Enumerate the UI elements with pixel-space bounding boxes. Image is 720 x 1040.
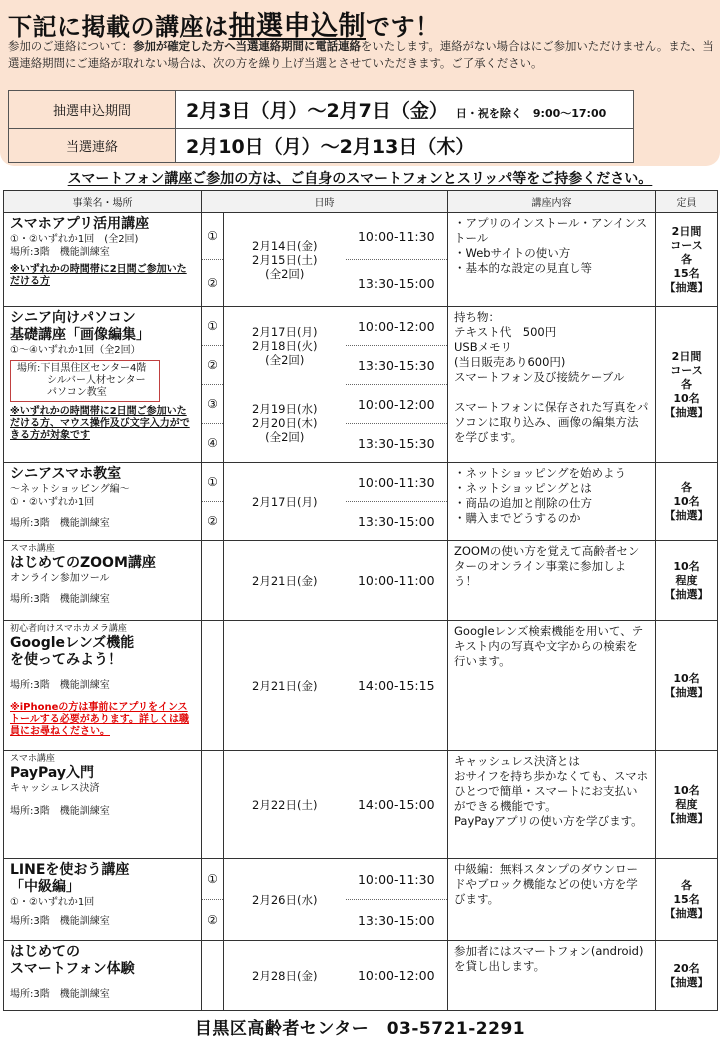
date-cell — [224, 213, 346, 307]
course-title-2: 「中級編」 — [10, 879, 80, 895]
date-cell — [224, 307, 346, 463]
date-cell: 2月22日(土) — [224, 751, 346, 859]
course-place: 場所:3階 機能訓練室 — [10, 806, 110, 817]
time-cell — [346, 307, 448, 463]
content-cell — [448, 213, 656, 307]
slot-number: ① — [207, 229, 218, 243]
time-cell: 10:00-11:00 — [346, 541, 448, 621]
date-line: 2月17日(月) — [252, 324, 318, 339]
course-title-2: スマートフォン体験 — [10, 961, 135, 977]
place-line: シルバー人材センター — [47, 375, 146, 386]
date-cell: 2月28日(金) — [224, 941, 346, 1011]
capacity-cell: 2日間 コース 各 15名 【抽選】 — [656, 213, 718, 307]
slot-numbers — [202, 859, 224, 941]
course-note: ※いずれかの時間帯に2日間ご参加いただける方、マウス操作及び文字入力ができる方が対象です — [10, 406, 190, 441]
content-text: ・アプリのインストール・アンインストール ・Webサイトの使い方 ・基本的な設定の見直し等 — [454, 216, 648, 275]
intro-bold: 参加が確定した方へ当選連絡期間に電話連絡 — [133, 39, 361, 53]
content-cell — [448, 859, 656, 941]
date-line: (全2回) — [265, 266, 305, 281]
course-place: 場所:3階 機能訓練室 — [10, 916, 110, 927]
place-line: パソコン教室 — [47, 387, 107, 398]
header-datetime: 日時 — [202, 191, 448, 213]
course-place: 場所:3階 機能訓練室 — [10, 680, 110, 691]
intro-text — [8, 38, 714, 72]
time-slot: 10:00-11:30 — [357, 871, 435, 887]
time-slot: 13:30-15:00 — [346, 259, 448, 306]
time-slot: 13:30-15:00 — [346, 501, 448, 540]
capacity-cell: 20名 【抽選】 — [656, 941, 718, 1011]
content-cell — [448, 751, 656, 859]
notify-value: 2月10日（月）～2月13日（木） — [176, 129, 634, 163]
header-panel — [0, 0, 720, 166]
capacity-cell: 10名 程度 【抽選】 — [656, 541, 718, 621]
course-name-cell — [4, 541, 202, 621]
time-slot: 10:00-11:30 — [357, 228, 435, 244]
course-name-cell — [4, 621, 202, 751]
table-row — [4, 213, 718, 307]
headline-pre: 下記に掲載の講座は — [8, 13, 229, 41]
course-name-cell — [4, 213, 202, 307]
course-sub: オンライン参加ツール — [10, 573, 110, 584]
table-row — [4, 859, 718, 941]
place-line: 場所:下目黒住区センター4階 — [17, 363, 147, 374]
capacity-cell: 2日間 コース 各 10名 【抽選】 — [656, 307, 718, 463]
date-line: (全2回) — [265, 352, 305, 367]
place-box — [10, 360, 160, 402]
time-slot: 10:00-11:30 — [357, 474, 435, 490]
table-row — [4, 307, 718, 463]
slot-number: ② — [202, 501, 223, 540]
course-sub: ①・②いずれか1回 — [10, 897, 95, 908]
slot-number: ① — [207, 872, 218, 886]
content-cell — [448, 541, 656, 621]
slot-numbers — [202, 541, 224, 621]
course-pre: スマホ講座 — [10, 544, 55, 554]
slot-numbers — [202, 941, 224, 1011]
table-row — [4, 751, 718, 859]
course-title-2: を使ってみよう！ — [10, 652, 122, 668]
date-cell: 2月21日(金) — [224, 541, 346, 621]
course-place: 場所:3階 機能訓練室 — [10, 247, 110, 258]
capacity-cell: 各 10名 【抽選】 — [656, 463, 718, 541]
content-cell — [448, 463, 656, 541]
slot-number: ② — [202, 345, 223, 384]
course-title: はじめての — [10, 944, 80, 960]
course-pre: スマホ講座 — [10, 754, 55, 764]
period-dates: 2月3日（月）～2月7日（金） — [186, 100, 448, 122]
course-sub: ①・②いずれか1回 (全2回) — [10, 234, 139, 245]
time-slot: 10:00-12:00 — [346, 384, 448, 423]
content-cell — [448, 307, 656, 463]
table-row — [4, 463, 718, 541]
date-cell: 2月26日(水) — [224, 859, 346, 941]
course-pre: 初心者向けスマホカメラ講座 — [10, 624, 127, 634]
date-line: (全2回) — [265, 430, 305, 445]
intro-part-2: をいたします。連絡がない場合はにご参加いただけません。また、当選連絡期間にご連絡が取れない場合は、次の方を繰り上げ当選とさせていただきます。ご了承ください。 — [8, 39, 714, 70]
course-title: Googleレンズ機能 — [10, 635, 135, 651]
slot-number: ④ — [202, 423, 223, 462]
time-slot: 13:30-15:30 — [346, 423, 448, 462]
slot-number: ② — [202, 899, 223, 940]
time-slot: 10:00-12:00 — [357, 318, 435, 334]
headline-post: です！ — [366, 13, 440, 41]
content-text: ・ネットショッピングを始めよう ・ネットショッピングとは ・商品の追加と削除の仕方 ・購入までどうするのか — [454, 466, 627, 525]
capacity-cell: 10名 【抽選】 — [656, 621, 718, 751]
header-name: 事業名・場所 — [4, 191, 202, 213]
date-line: 2月19日(水) — [252, 402, 318, 417]
date-line: 2月14日(金) — [252, 238, 318, 253]
course-place: 場所:3階 機能訓練室 — [10, 518, 110, 529]
time-cell: 10:00-12:00 — [346, 941, 448, 1011]
course-note: ※いずれかの時間帯に2日間ご参加いただける方 — [10, 264, 187, 287]
table-row — [4, 621, 718, 751]
time-slot: 13:30-15:00 — [346, 899, 448, 940]
content-text: ZOOMの使い方を覚えて高齢者センターのオンライン事業に参加しよう！ — [454, 544, 640, 588]
content-text: 参加者にはスマートフォン(android)を貸し出します。 — [454, 944, 644, 973]
slot-number: ② — [202, 259, 223, 306]
date-line: 2月15日(土) — [252, 252, 318, 267]
date-line: 2月18日(火) — [252, 338, 318, 353]
slot-numbers — [202, 621, 224, 751]
course-sub: ①～④いずれか1回（全2回） — [10, 345, 141, 356]
course-sub: キャッシュレス決済 — [10, 783, 100, 794]
period-table — [8, 90, 634, 163]
course-name-cell — [4, 941, 202, 1011]
content-cell — [448, 621, 656, 751]
content-text: Googleレンズ検索機能を用いて、テキスト内の写真や文字からの検索を行います。 — [454, 624, 644, 668]
slot-numbers — [202, 751, 224, 859]
course-place: 場所:3階 機能訓練室 — [10, 594, 110, 605]
footer-contact: 目黒区高齢者センター 03-5721-2291 — [194, 1019, 526, 1039]
capacity-cell: 10名 程度 【抽選】 — [656, 751, 718, 859]
slot-numbers — [202, 213, 224, 307]
course-title-2: 基礎講座「画像編集」 — [10, 327, 150, 343]
header-content: 講座内容 — [448, 191, 656, 213]
notice: スマートフォン講座ご参加の方は、ご自身のスマートフォンとスリッパ等をご持参ください。 — [67, 171, 653, 187]
capacity-cell: 各 15名 【抽選】 — [656, 859, 718, 941]
content-text: 中級編：無料スタンプのダウンロードやブロック機能などの使い方を学びます。 — [454, 862, 638, 906]
course-note: ※iPhoneの方は事前にアプリをインストールする必要があります。詳しくは職員にお尋ねください。 — [10, 702, 189, 737]
date-cell: 2月21日(金) — [224, 621, 346, 751]
course-sub: ～ネットショッピング編～ — [10, 484, 130, 495]
course-title: シニア向けパソコン — [10, 310, 136, 326]
course-name-cell — [4, 859, 202, 941]
content-text: キャッシュレス決済とは おサイフを持ち歩かなくても、スマホひとつで簡単・スマートにお支払いができる機能です。 PayPayアプリの使い方を学びます。 — [454, 754, 649, 828]
slot-number: ① — [207, 319, 218, 333]
course-title: はじめてのZOOM講座 — [10, 555, 156, 571]
content-cell — [448, 941, 656, 1011]
course-name-cell — [4, 307, 202, 463]
time-cell — [346, 463, 448, 541]
course-title: シニアスマホ教室 — [10, 466, 122, 482]
time-cell: 14:00-15:00 — [346, 751, 448, 859]
date-line: 2月20日(木) — [252, 416, 318, 431]
schedule-table — [3, 190, 718, 1011]
slot-number: ③ — [202, 384, 223, 423]
course-name-cell — [4, 463, 202, 541]
slot-numbers — [202, 463, 224, 541]
date-cell: 2月17日(月) — [224, 463, 346, 541]
intro-part-1: 参加のご連絡について： — [8, 39, 134, 53]
notify-label: 当選連絡 — [9, 129, 176, 163]
date-group — [224, 307, 346, 385]
time-cell — [346, 213, 448, 307]
period-label: 抽選申込期間 — [9, 91, 176, 129]
course-title: LINEを使おう講座 — [10, 862, 130, 878]
time-cell — [346, 859, 448, 941]
course-name-cell — [4, 751, 202, 859]
content-text: 持ち物： テキスト代 500円 USBメモリ (当日販売あり600円) スマートフォン及び接続ケーブル スマートフォンに保存された写真をパソコンに取り込み、画像の編集方法を学びます。 — [454, 310, 649, 444]
slot-number: ① — [207, 475, 218, 489]
course-place: 場所:3階 機能訓練室 — [10, 989, 110, 1000]
period-value — [176, 91, 634, 129]
time-cell: 14:00-15:15 — [346, 621, 448, 751]
period-note: 日・祝を除く 9:00～17:00 — [455, 107, 607, 120]
table-row — [4, 541, 718, 621]
slot-numbers — [202, 307, 224, 463]
table-row — [4, 941, 718, 1011]
course-title: スマホアプリ活用講座 — [10, 216, 150, 232]
course-title: PayPay入門 — [10, 765, 95, 781]
date-group — [224, 385, 346, 463]
course-sub: ①・②いずれか1回 — [10, 497, 95, 508]
headline-emphasis: 抽選申込制 — [228, 11, 366, 42]
header-capacity: 定員 — [656, 191, 718, 213]
time-slot: 13:30-15:30 — [346, 345, 448, 384]
